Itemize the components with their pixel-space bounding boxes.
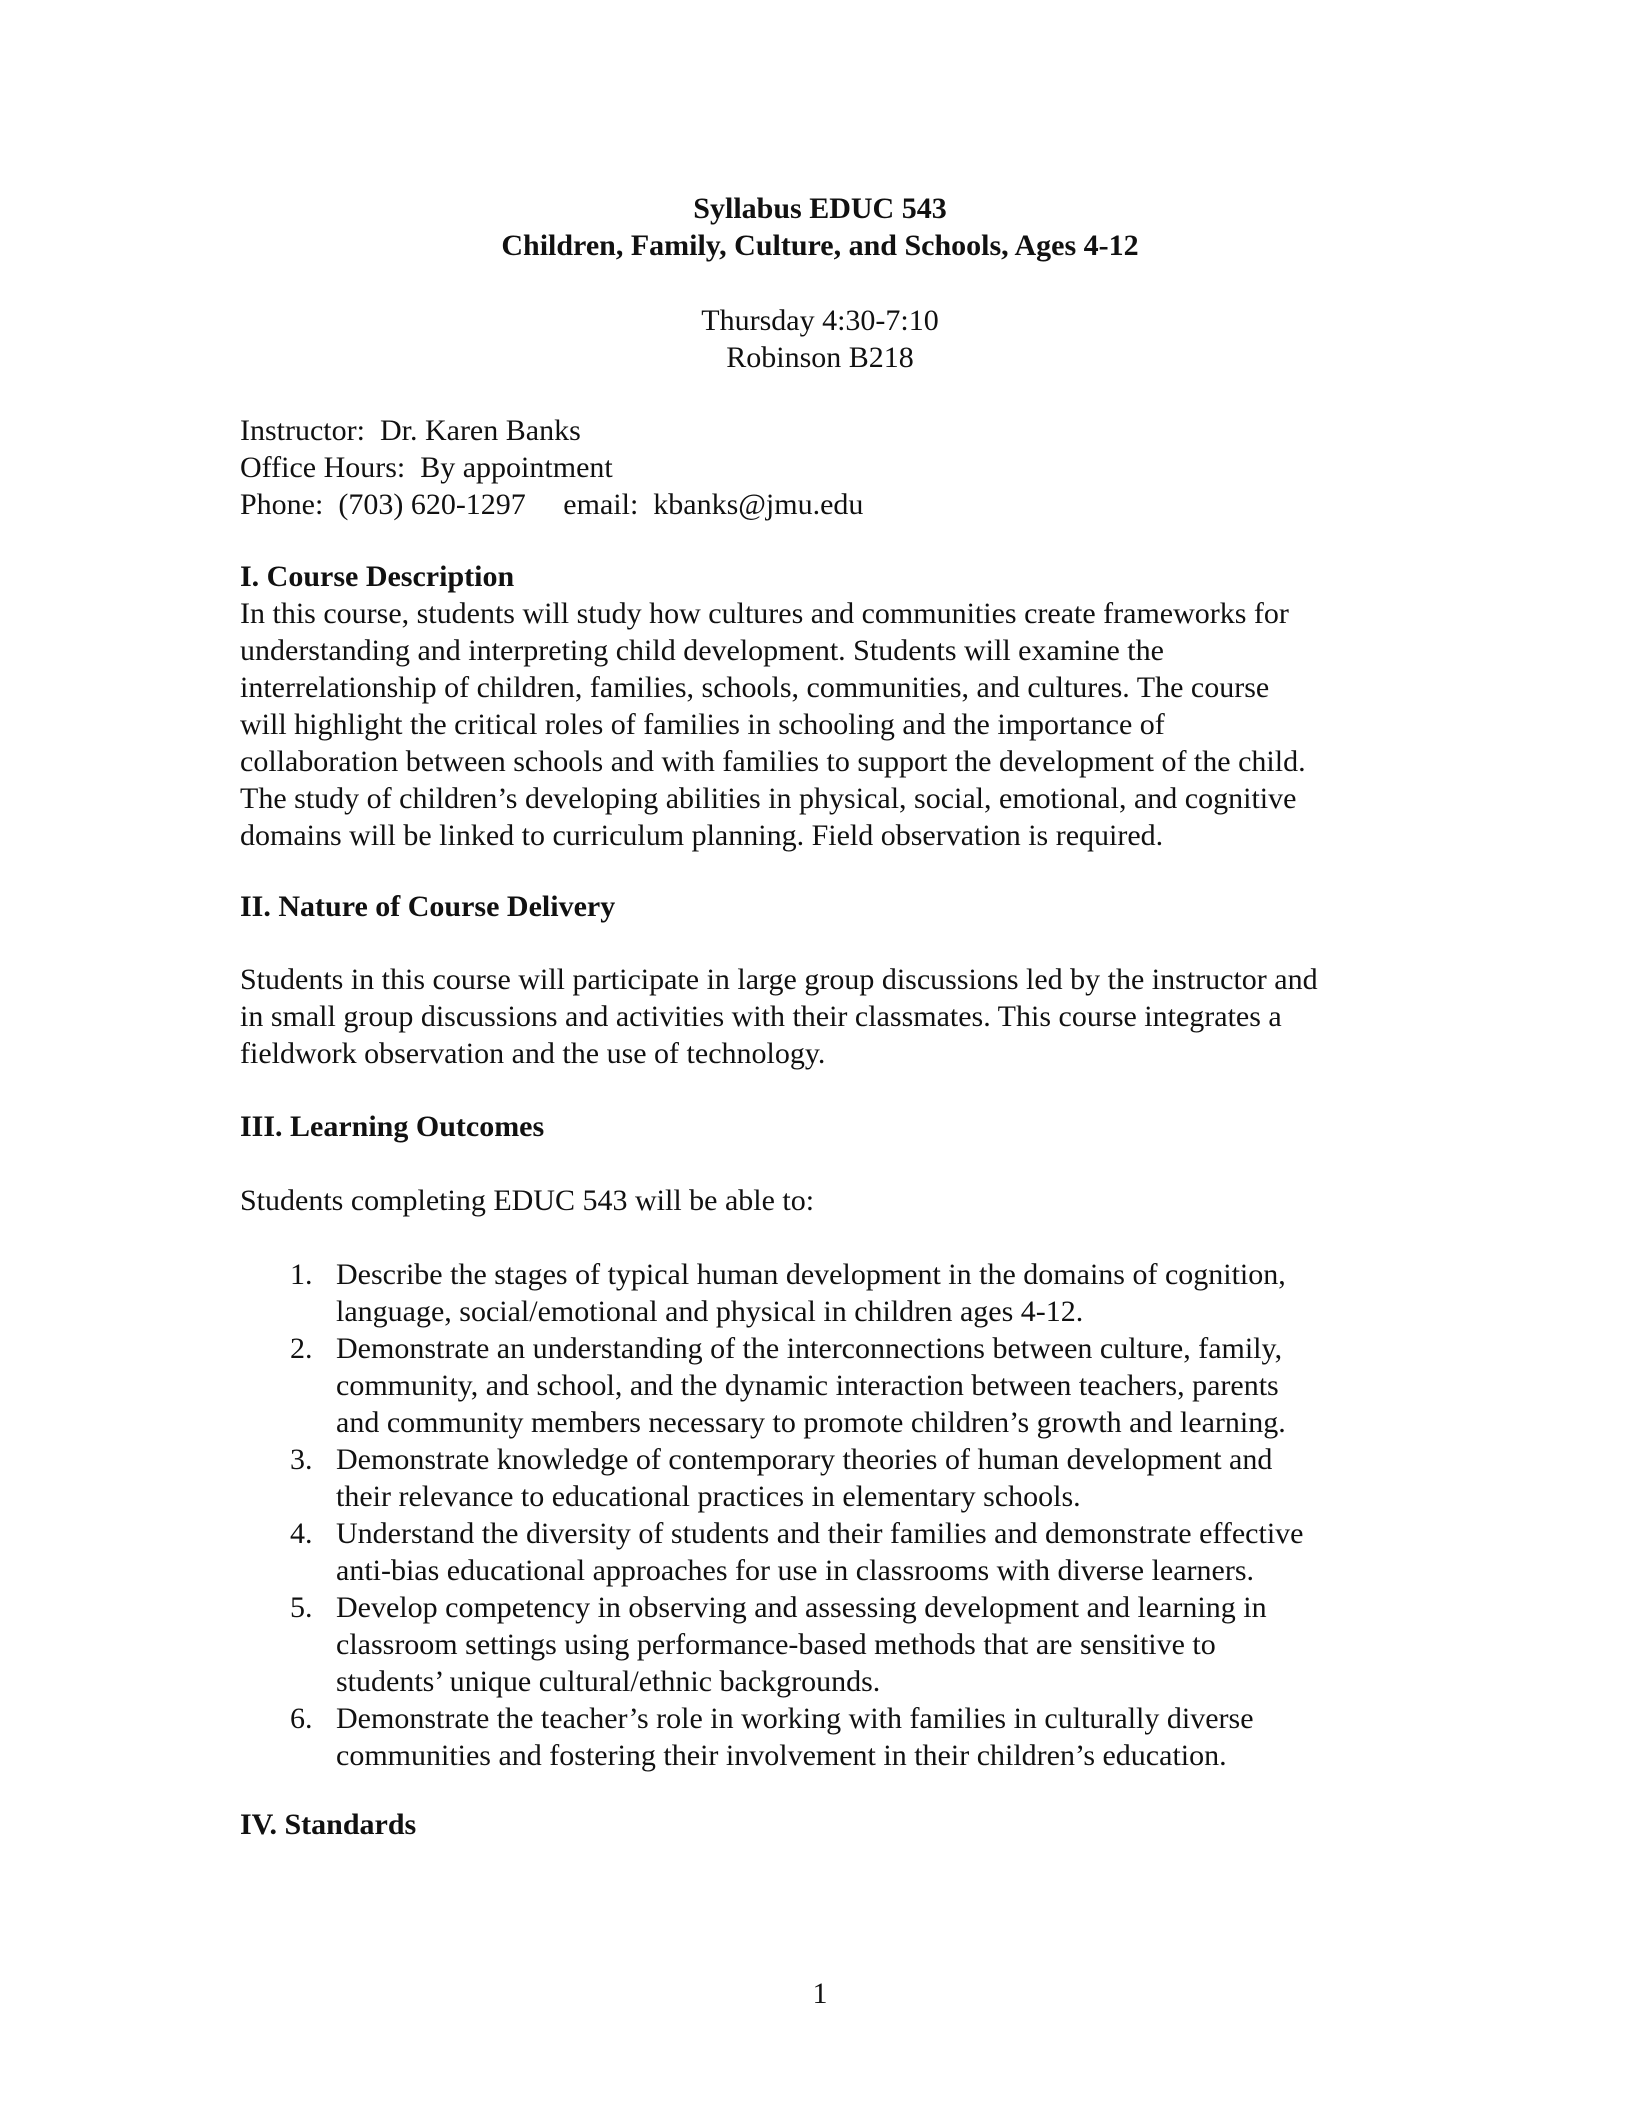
page-number: 1 bbox=[812, 1977, 828, 2010]
list-item-line: and community members necessary to promote children’s growth and learning. bbox=[336, 1406, 1286, 1439]
list-item-line: their relevance to educational practices in elementary schools. bbox=[336, 1480, 1081, 1513]
list-item-line: Demonstrate an understanding of the interconnections between culture, family, bbox=[336, 1332, 1283, 1365]
paragraph-line: Students in this course will participate in large group discussions led by the instructor and bbox=[240, 963, 1318, 996]
paragraph-line: collaboration between schools and with families to support the development of the child. bbox=[240, 745, 1306, 778]
course-delivery-heading: II. Nature of Course Delivery bbox=[240, 890, 616, 923]
contact-block bbox=[240, 412, 863, 523]
list-item-line: Demonstrate knowledge of contemporary theories of human development and bbox=[336, 1443, 1273, 1476]
instructor-line: Instructor: Dr. Karen Banks bbox=[240, 414, 581, 447]
list-item-line: communities and fostering their involvement in their children’s education. bbox=[336, 1739, 1227, 1772]
list-item-line: students’ unique cultural/ethnic backgrounds. bbox=[336, 1665, 881, 1698]
list-number: 5. bbox=[290, 1591, 313, 1624]
paragraph-line: In this course, students will study how cultures and communities create frameworks for bbox=[240, 597, 1289, 630]
list-number: 4. bbox=[290, 1517, 313, 1550]
list-item-line: language, social/emotional and physical in children ages 4-12. bbox=[336, 1295, 1084, 1328]
list-number: 6. bbox=[290, 1702, 313, 1735]
course-description-text bbox=[240, 595, 1400, 854]
paragraph-line: in small group discussions and activities with their classmates. This course integrates a bbox=[240, 1000, 1282, 1033]
list-item bbox=[240, 1441, 1400, 1515]
learning-outcomes-list bbox=[240, 1256, 1400, 1774]
list-item-line: Develop competency in observing and assessing development and learning in bbox=[336, 1591, 1267, 1624]
phone-email-line: Phone: (703) 620-1297 email: kbanks@jmu.edu bbox=[240, 488, 864, 521]
list-item bbox=[240, 1515, 1400, 1589]
paragraph-line: will highlight the critical roles of families in schooling and the importance of bbox=[240, 708, 1165, 741]
list-item-line: Demonstrate the teacher’s role in working with families in culturally diverse bbox=[336, 1702, 1254, 1735]
paragraph-line: fieldwork observation and the use of technology. bbox=[240, 1037, 826, 1070]
document-title: Syllabus EDUC 543 bbox=[693, 192, 947, 225]
list-item-line: Describe the stages of typical human development in the domains of cognition, bbox=[336, 1258, 1286, 1291]
list-item bbox=[240, 1330, 1400, 1441]
standards-heading: IV. Standards bbox=[240, 1808, 417, 1841]
list-number: 3. bbox=[290, 1443, 313, 1476]
course-description-heading: I. Course Description bbox=[240, 560, 515, 593]
list-item-line: Understand the diversity of students and their families and demonstrate effective bbox=[336, 1517, 1304, 1550]
list-item-line: community, and school, and the dynamic interaction between teachers, parents bbox=[336, 1369, 1279, 1402]
learning-outcomes-intro: Students completing EDUC 543 will be able to: bbox=[240, 1184, 815, 1217]
list-number: 1. bbox=[290, 1258, 313, 1291]
paragraph-line: The study of children’s developing abilities in physical, social, emotional, and cognitive bbox=[240, 782, 1297, 815]
learning-outcomes-heading: III. Learning Outcomes bbox=[240, 1110, 545, 1143]
course-delivery-text bbox=[240, 961, 1400, 1072]
paragraph-line: interrelationship of children, families, schools, communities, and cultures. The course bbox=[240, 671, 1270, 704]
paragraph-line: domains will be linked to curriculum planning. Field observation is required. bbox=[240, 819, 1164, 852]
class-room: Robinson B218 bbox=[726, 341, 914, 374]
office-hours-line: Office Hours: By appointment bbox=[240, 451, 613, 484]
list-item bbox=[240, 1700, 1400, 1774]
list-item-line: classroom settings using performance-based methods that are sensitive to bbox=[336, 1628, 1216, 1661]
list-item bbox=[240, 1589, 1400, 1700]
class-time: Thursday 4:30-7:10 bbox=[701, 304, 939, 337]
schedule-block bbox=[0, 302, 1640, 376]
list-item bbox=[240, 1256, 1400, 1330]
list-item-line: anti-bias educational approaches for use in classrooms with diverse learners. bbox=[336, 1554, 1255, 1587]
title-block bbox=[0, 190, 1640, 264]
paragraph-line: understanding and interpreting child development. Students will examine the bbox=[240, 634, 1164, 667]
list-number: 2. bbox=[290, 1332, 313, 1365]
course-subtitle: Children, Family, Culture, and Schools, Ages 4-12 bbox=[501, 229, 1139, 262]
